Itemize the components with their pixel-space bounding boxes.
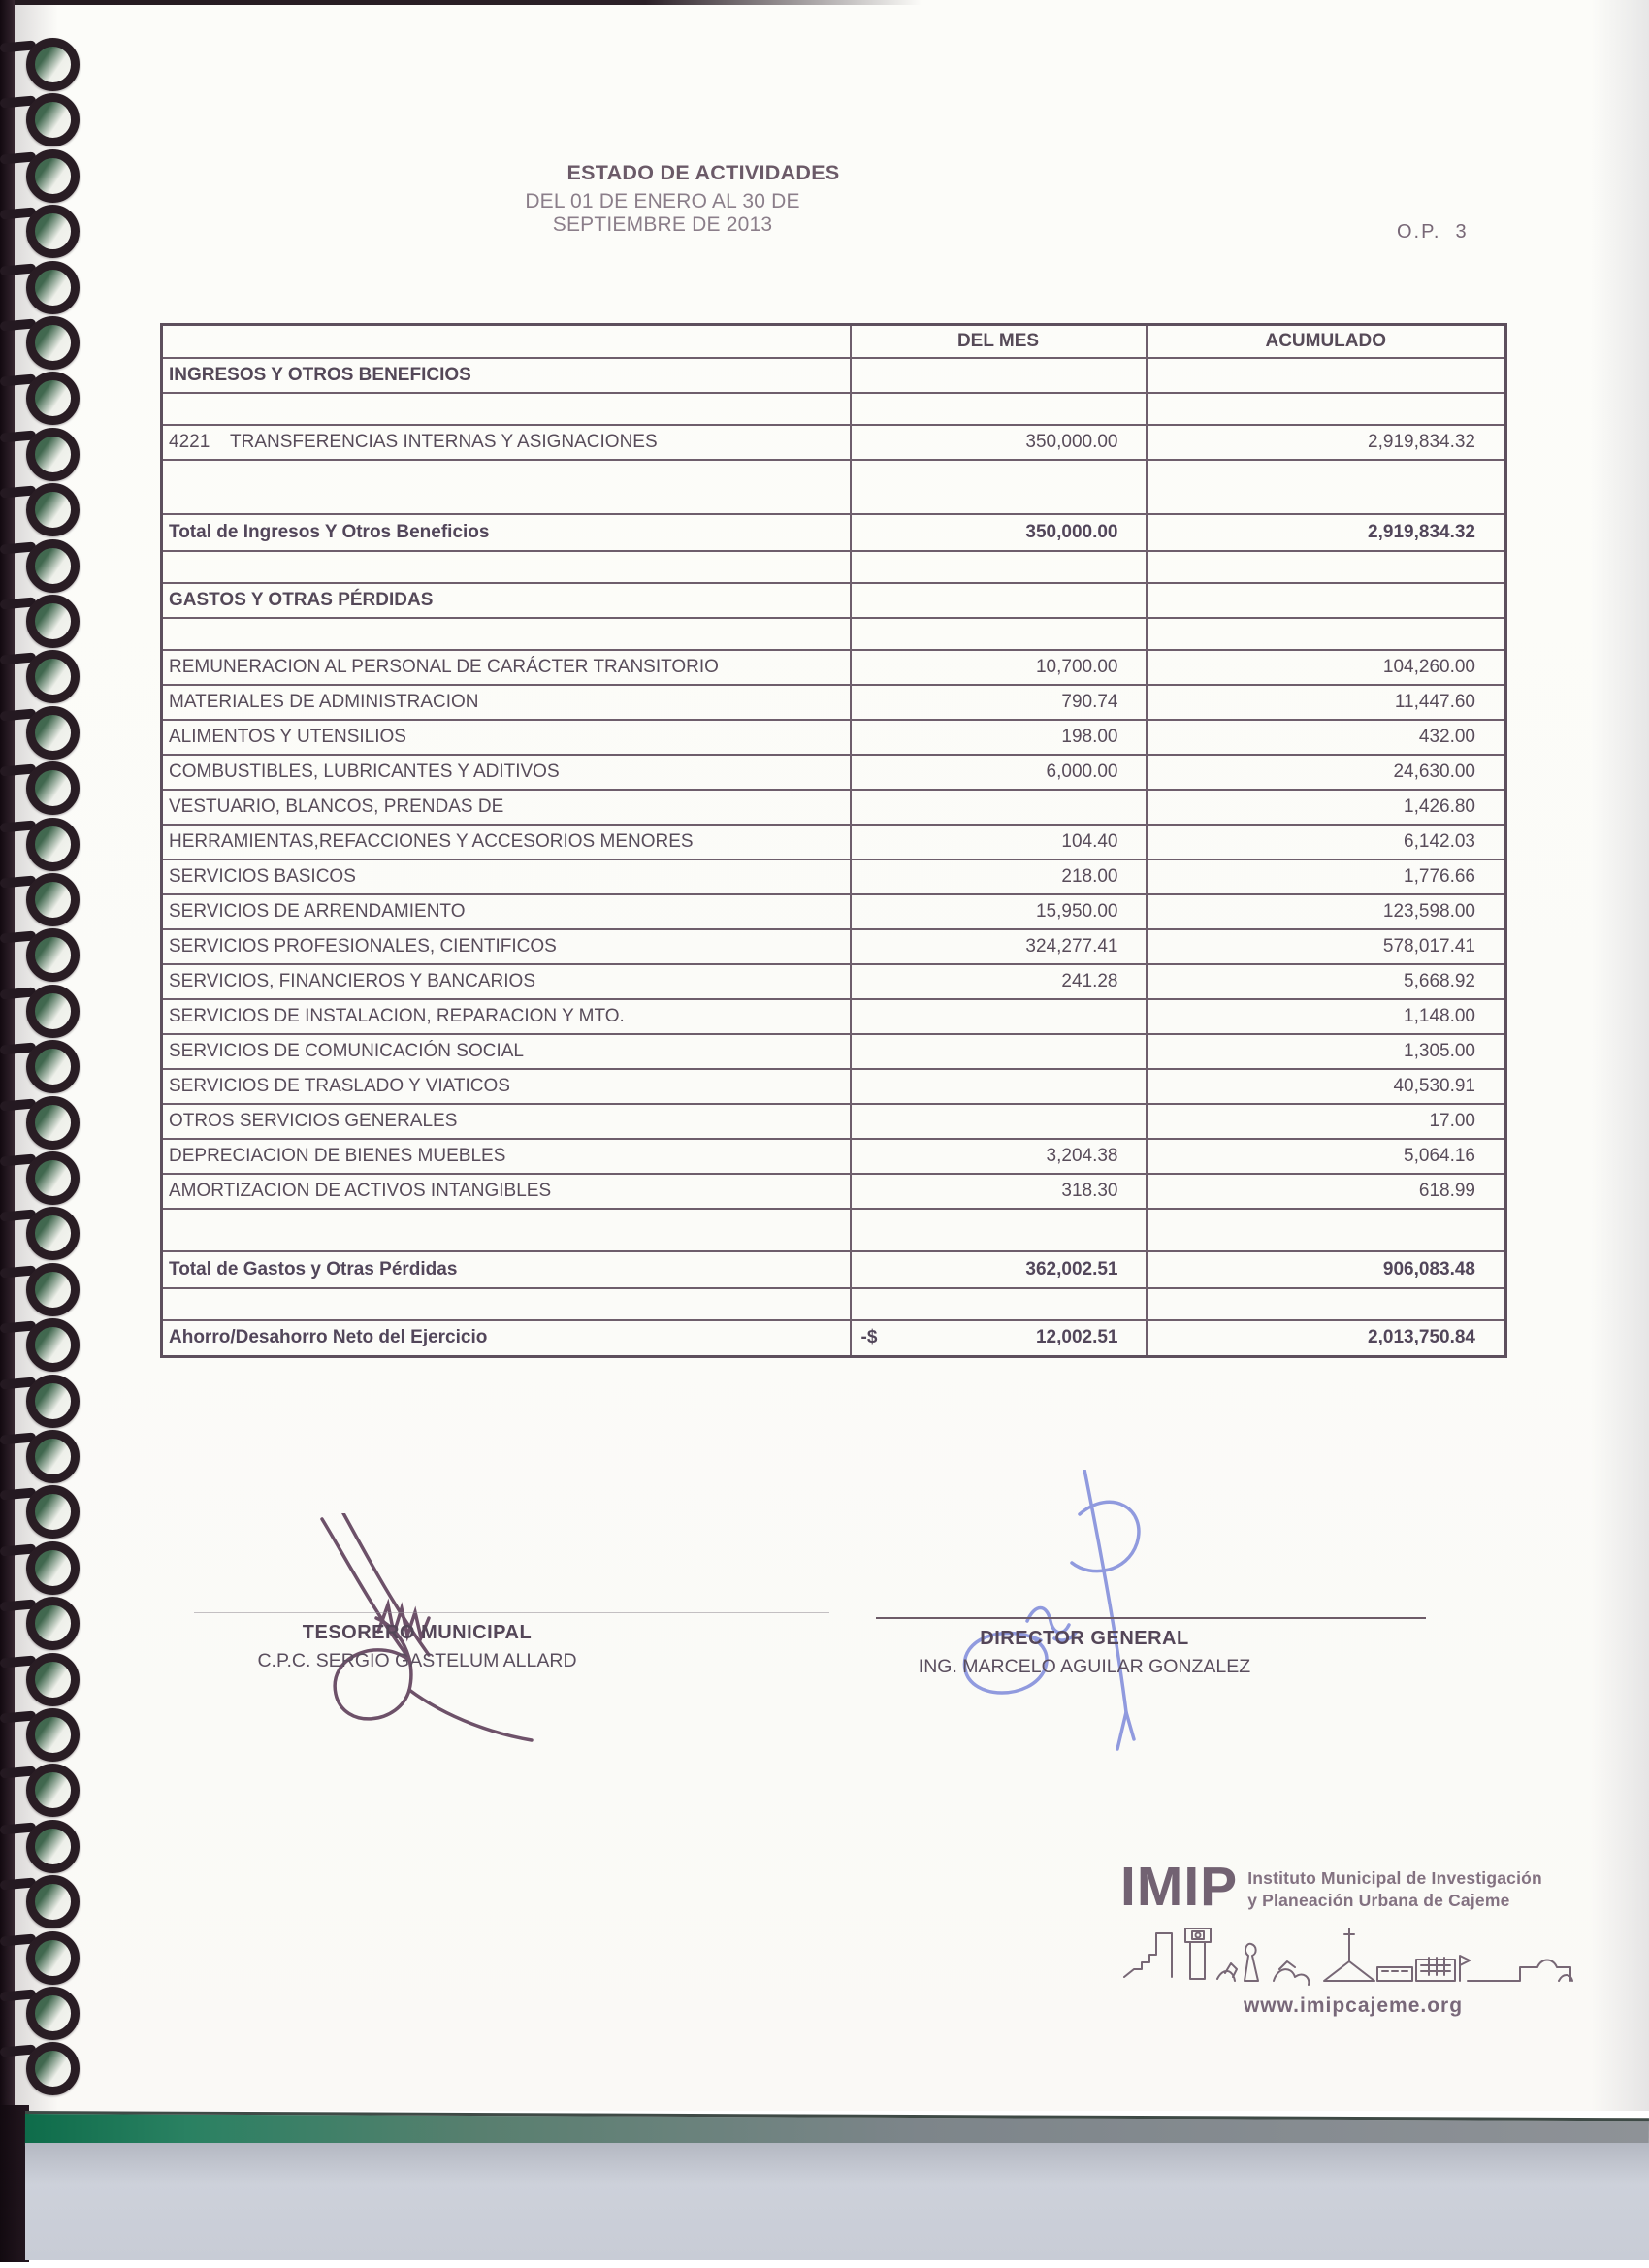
cell-acumulado: 5,064.16: [1147, 1139, 1506, 1174]
binding-coil: [0, 1206, 64, 1247]
table-row: [162, 1139, 1506, 1174]
signature-block-treasurer: [194, 1612, 829, 1672]
row-label: AMORTIZACION DE ACTIVOS INTANGIBLES: [162, 1174, 851, 1209]
binding-coil: [0, 427, 64, 468]
binding-coil: [0, 761, 64, 801]
row-label: ALIMENTOS Y UTENSILIOS: [162, 720, 851, 755]
cell-acumulado: 906,083.48: [1147, 1251, 1506, 1288]
row-label: SERVICIOS DE ARRENDAMIENTO: [162, 894, 851, 929]
table-row: [162, 514, 1506, 551]
table-row: [162, 859, 1506, 894]
binding-coil: [0, 1429, 64, 1470]
cell-acumulado: [1147, 460, 1506, 514]
row-label: SERVICIOS DE COMUNICACIÓN SOCIAL: [162, 1034, 851, 1069]
table-row: [162, 929, 1506, 964]
cell-acumulado: 2,013,750.84: [1147, 1320, 1506, 1357]
row-label: OTROS SERVICIOS GENERALES: [162, 1104, 851, 1139]
imip-stamp: [1120, 1856, 1586, 2018]
row-label: [162, 460, 851, 514]
cell-acumulado: [1147, 1209, 1506, 1251]
stamp-institute-line2: y Planeación Urbana de Cajeme: [1247, 1891, 1510, 1911]
row-label: Ahorro/Desahorro Neto del Ejercicio: [162, 1320, 851, 1357]
binding-coil: [0, 1095, 64, 1136]
cell-del-mes: 350,000.00: [851, 425, 1147, 460]
table-row: [162, 1320, 1506, 1357]
cell-del-mes: [851, 358, 1147, 393]
cell-del-mes: [851, 999, 1147, 1034]
cell-del-mes: [851, 583, 1147, 618]
table-row: [162, 894, 1506, 929]
signature-title-right: DIRECTOR GENERAL: [980, 1628, 1189, 1649]
cell-del-mes: 362,002.51: [851, 1251, 1147, 1288]
binding-coil: [0, 1317, 64, 1358]
city-skyline-icon: [1120, 1915, 1581, 1993]
cell-del-mes: 6,000.00: [851, 755, 1147, 790]
binding-coil: [0, 148, 64, 189]
binding-coil: [0, 1986, 64, 2026]
cell-acumulado: 578,017.41: [1147, 929, 1506, 964]
signature-block-director: [876, 1617, 1426, 1678]
table-spacer-row: [162, 393, 1506, 425]
cell-acumulado: 11,447.60: [1147, 685, 1506, 720]
row-label: [162, 551, 851, 583]
table-row: [162, 825, 1506, 859]
binding-coil: [0, 260, 64, 301]
binding-coil: [0, 315, 64, 356]
cell-del-mes: 3,204.38: [851, 1139, 1147, 1174]
table-row: [162, 720, 1506, 755]
row-label: SERVICIOS, FINANCIEROS Y BANCARIOS: [162, 964, 851, 999]
table-row: [162, 790, 1506, 825]
binding-coil: [0, 705, 64, 746]
imip-logo-text: IMIP: [1120, 1856, 1239, 1918]
binding-coil: [0, 1540, 64, 1581]
stamp-website: www.imipcajeme.org: [1243, 1994, 1464, 2018]
cell-acumulado: 2,919,834.32: [1147, 425, 1506, 460]
table-row: [162, 650, 1506, 685]
cell-del-mes: 318.30: [851, 1174, 1147, 1209]
table-row: [162, 964, 1506, 999]
binding-coil: [0, 1874, 64, 1915]
table-row: [162, 1174, 1506, 1209]
table-spacer-row: [162, 460, 1506, 514]
binding-coil: [0, 1039, 64, 1080]
cell-acumulado: 618.99: [1147, 1174, 1506, 1209]
cell-acumulado: 1,305.00: [1147, 1034, 1506, 1069]
binding-coil: [0, 37, 64, 78]
stamp-institute-line1: Instituto Municipal de Investigación: [1247, 1868, 1542, 1888]
header-acumulado: ACUMULADO: [1147, 325, 1506, 358]
cell-del-mes: [851, 460, 1147, 514]
cell-acumulado: 24,630.00: [1147, 755, 1506, 790]
binding-coil: [0, 1652, 64, 1693]
cell-acumulado: 1,148.00: [1147, 999, 1506, 1034]
binding-coil: [0, 1819, 64, 1860]
binding-coil: [0, 1150, 64, 1191]
scanner-background: [25, 2143, 1649, 2260]
row-label: INGRESOS Y OTROS BENEFICIOS: [162, 358, 851, 393]
cell-del-mes: [851, 618, 1147, 650]
cell-acumulado: [1147, 551, 1506, 583]
cell-del-mes: 218.00: [851, 859, 1147, 894]
binding-coil: [0, 1707, 64, 1748]
table-row: [162, 1069, 1506, 1104]
scan-top-edge: [0, 0, 922, 5]
signature-name-left: C.P.C. SERGIO GASTELUM ALLARD: [257, 1650, 577, 1671]
cell-acumulado: 123,598.00: [1147, 894, 1506, 929]
table-spacer-row: [162, 1209, 1506, 1251]
table-row: [162, 1104, 1506, 1139]
cell-del-mes: [851, 1069, 1147, 1104]
cell-acumulado: 1,426.80: [1147, 790, 1506, 825]
cell-acumulado: 40,530.91: [1147, 1069, 1506, 1104]
row-label: GASTOS Y OTRAS PÉRDIDAS: [162, 583, 851, 618]
table-row: [162, 999, 1506, 1034]
cell-acumulado: 6,142.03: [1147, 825, 1506, 859]
cell-acumulado: 17.00: [1147, 1104, 1506, 1139]
header-empty-cell: [162, 325, 851, 358]
row-label: 4221 TRANSFERENCIAS INTERNAS Y ASIGNACIONES: [162, 425, 851, 460]
cell-del-mes: [851, 551, 1147, 583]
binding-coil: [0, 817, 64, 858]
cell-acumulado: [1147, 618, 1506, 650]
row-label: Total de Gastos y Otras Pérdidas: [162, 1251, 851, 1288]
binding-coil: [0, 1484, 64, 1525]
table-row: [162, 425, 1506, 460]
cell-acumulado: 5,668.92: [1147, 964, 1506, 999]
cell-del-mes: [851, 1034, 1147, 1069]
row-label: [162, 1209, 851, 1251]
cell-del-mes: 104.40: [851, 825, 1147, 859]
cell-del-mes: [851, 1288, 1147, 1320]
op-number: O.P. 3: [1397, 221, 1469, 243]
cell-del-mes: -$ 12,002.51: [851, 1320, 1147, 1357]
cell-acumulado: [1147, 358, 1506, 393]
page-title: ESTADO DE ACTIVIDADES: [566, 161, 840, 184]
table-row: [162, 583, 1506, 618]
binding-coil: [0, 927, 64, 968]
binding-coil: [0, 92, 64, 133]
signature-title-left: TESORERO MUNICIPAL: [302, 1622, 533, 1643]
row-label: DEPRECIACION DE BIENES MUEBLES: [162, 1139, 851, 1174]
table-header-row: [162, 325, 1506, 358]
cell-acumulado: 432.00: [1147, 720, 1506, 755]
row-label: Total de Ingresos Y Otros Beneficios: [162, 514, 851, 551]
binding-coil: [0, 984, 64, 1024]
page-subtitle: DEL 01 DE ENERO AL 30 DE SEPTIEMBRE DE 2013: [525, 190, 800, 236]
signature-name-right: ING. MARCELO AGUILAR GONZALEZ: [918, 1656, 1251, 1677]
binding-coil: [0, 2041, 64, 2082]
binding-coil: [0, 538, 64, 579]
table-row: [162, 685, 1506, 720]
cell-del-mes: [851, 1104, 1147, 1139]
row-label: SERVICIOS DE INSTALACION, REPARACION Y MTO.: [162, 999, 851, 1034]
binding-coil: [0, 1262, 64, 1303]
cell-del-mes: [851, 1209, 1147, 1251]
table-row: [162, 358, 1506, 393]
table-spacer-row: [162, 618, 1506, 650]
cell-del-mes: 15,950.00: [851, 894, 1147, 929]
table-row: [162, 755, 1506, 790]
cell-acumulado: [1147, 1288, 1506, 1320]
table-spacer-row: [162, 551, 1506, 583]
row-label: SERVICIOS BASICOS: [162, 859, 851, 894]
binding-coil: [0, 594, 64, 634]
binding-coil: [0, 1930, 64, 1971]
row-label: COMBUSTIBLES, LUBRICANTES Y ADITIVOS: [162, 755, 851, 790]
cell-del-mes: 350,000.00: [851, 514, 1147, 551]
row-label: SERVICIOS PROFESIONALES, CIENTIFICOS: [162, 929, 851, 964]
cell-acumulado: 1,776.66: [1147, 859, 1506, 894]
binding-coil: [0, 1596, 64, 1636]
cell-acumulado: 104,260.00: [1147, 650, 1506, 685]
row-label: [162, 618, 851, 650]
cell-acumulado: 2,919,834.32: [1147, 514, 1506, 551]
row-label: [162, 1288, 851, 1320]
row-label: [162, 393, 851, 425]
binding-coil: [0, 371, 64, 411]
negative-currency-sign: -$: [860, 1327, 878, 1348]
binding-coil: [0, 1374, 64, 1414]
cell-acumulado: [1147, 393, 1506, 425]
table-spacer-row: [162, 1288, 1506, 1320]
header-del-mes: DEL MES: [851, 325, 1147, 358]
binding-coil: [0, 649, 64, 690]
row-label: VESTUARIO, BLANCOS, PRENDAS DE: [162, 790, 851, 825]
cell-del-mes: [851, 790, 1147, 825]
cell-del-mes: 198.00: [851, 720, 1147, 755]
cell-del-mes: [851, 393, 1147, 425]
cell-del-mes: 790.74: [851, 685, 1147, 720]
statement-table: [160, 323, 1507, 1358]
cell-del-mes: 324,277.41: [851, 929, 1147, 964]
binding-coil: [0, 1763, 64, 1803]
row-label: REMUNERACION AL PERSONAL DE CARÁCTER TRANSITORIO: [162, 650, 851, 685]
cell-del-mes: 241.28: [851, 964, 1147, 999]
row-label: SERVICIOS DE TRASLADO Y VIATICOS: [162, 1069, 851, 1104]
row-label: MATERIALES DE ADMINISTRACION: [162, 685, 851, 720]
binding-coil: [0, 482, 64, 523]
binding-coil: [0, 872, 64, 913]
binding-coil: [0, 204, 64, 244]
row-label: HERRAMIENTAS,REFACCIONES Y ACCESORIOS MENORES: [162, 825, 851, 859]
table-row: [162, 1034, 1506, 1069]
cell-acumulado: [1147, 583, 1506, 618]
table-row: [162, 1251, 1506, 1288]
cell-del-mes: 10,700.00: [851, 650, 1147, 685]
